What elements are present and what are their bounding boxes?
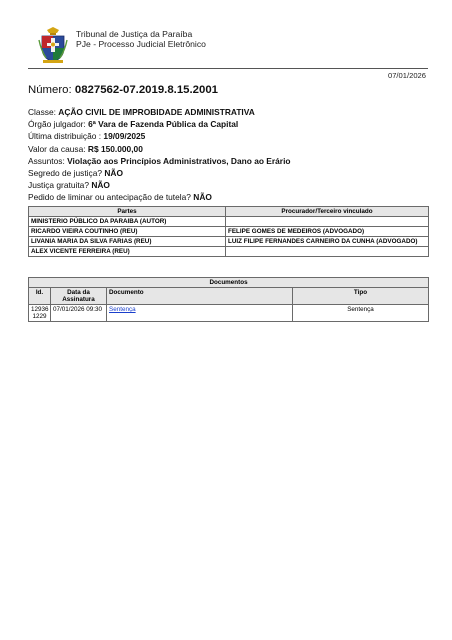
partes-header: Partes <box>29 207 226 217</box>
field-label: Última distribuição : <box>28 131 104 142</box>
system-name: PJe - Processo Judicial Eletrônico <box>76 39 206 49</box>
documentos-title: Documentos <box>29 278 429 288</box>
parte-cell: RICARDO VIEIRA COUTINHO (REU) <box>29 227 226 237</box>
procurador-cell: FELIPE GOMES DE MEDEIROS (ADVOGADO) <box>226 227 429 237</box>
field-value: 6ª Vara de Fazenda Pública da Capital <box>88 119 239 130</box>
process-fields <box>28 106 291 204</box>
parte-cell: MINISTERIO PÚBLICO DA PARAIBA (AUTOR) <box>29 217 226 227</box>
doc-type-cell: Sentença <box>293 305 429 322</box>
header-divider <box>28 68 428 69</box>
court-info <box>76 29 206 49</box>
field-value: NÃO <box>91 180 110 191</box>
field-label: Assuntos: <box>28 155 68 166</box>
documentos-table <box>28 277 429 322</box>
documentos-title-row <box>29 278 429 288</box>
doc-name-cell <box>107 305 293 322</box>
table-row <box>29 305 429 322</box>
doc-id-cell: 12936 1229 <box>29 305 51 322</box>
field-value: NÃO <box>104 168 123 179</box>
table-row <box>29 237 429 247</box>
parte-cell: LIVANIA MARIA DA SILVA FARIAS (REU) <box>29 237 226 247</box>
data-header: Data da Assinatura <box>51 288 107 305</box>
table-row <box>29 217 429 227</box>
procurador-cell: LUIZ FILIPE FERNANDES CARNEIRO DA CUNHA (ADVOGADO) <box>226 237 429 247</box>
court-name: Tribunal de Justiça da Paraíba <box>76 29 193 39</box>
field-classe <box>28 106 291 118</box>
field-label: Classe: <box>28 107 59 117</box>
field-assuntos <box>28 155 291 167</box>
field-valor <box>28 143 291 155</box>
field-value: Violação aos Princípios Administrativos, Dano ao Erário <box>67 155 291 166</box>
field-value: R$ 150.000,00 <box>87 143 143 154</box>
partes-header-row <box>29 207 429 217</box>
sentenca-link[interactable]: Sentença <box>109 306 136 313</box>
tipo-header: Tipo <box>293 288 429 305</box>
document-header <box>38 26 428 66</box>
coat-of-arms-icon <box>38 26 68 64</box>
procurador-header: Procurador/Terceiro vinculado <box>226 207 429 217</box>
field-label: Valor da causa: <box>28 143 88 154</box>
field-label: Pedido de liminar ou antecipação de tutela? <box>28 192 194 203</box>
field-value: 19/09/2025 <box>103 131 146 142</box>
process-number <box>28 84 218 96</box>
parte-cell: ALEX VICENTE FERREIRA (REU) <box>29 247 226 257</box>
field-orgao <box>28 118 291 130</box>
documento-header: Documento <box>107 288 293 305</box>
field-liminar <box>28 191 291 203</box>
process-number-label: Número: <box>28 84 72 96</box>
field-segredo <box>28 167 291 179</box>
field-label: Segredo de justiça? <box>28 168 105 179</box>
partes-table <box>28 206 429 257</box>
table-row <box>29 247 429 257</box>
table-row <box>29 227 429 237</box>
document-date: 07/01/2026 <box>387 71 426 80</box>
process-number-value: 0827562-07.2019.8.15.2001 <box>74 84 219 96</box>
field-value: NÃO <box>193 192 212 203</box>
id-header: Id. <box>29 288 51 305</box>
field-label: Justiça gratuita? <box>28 180 92 191</box>
field-distribuicao <box>28 130 291 142</box>
procurador-cell <box>226 217 429 227</box>
field-value: AÇÃO CIVIL DE IMPROBIDADE ADMINISTRATIVA <box>58 107 255 117</box>
field-gratuita <box>28 179 291 191</box>
doc-date-cell: 07/01/2026 09:30 <box>51 305 107 322</box>
field-label: Órgão julgador: <box>28 119 89 130</box>
documentos-header-row <box>29 288 429 305</box>
procurador-cell <box>226 247 429 257</box>
